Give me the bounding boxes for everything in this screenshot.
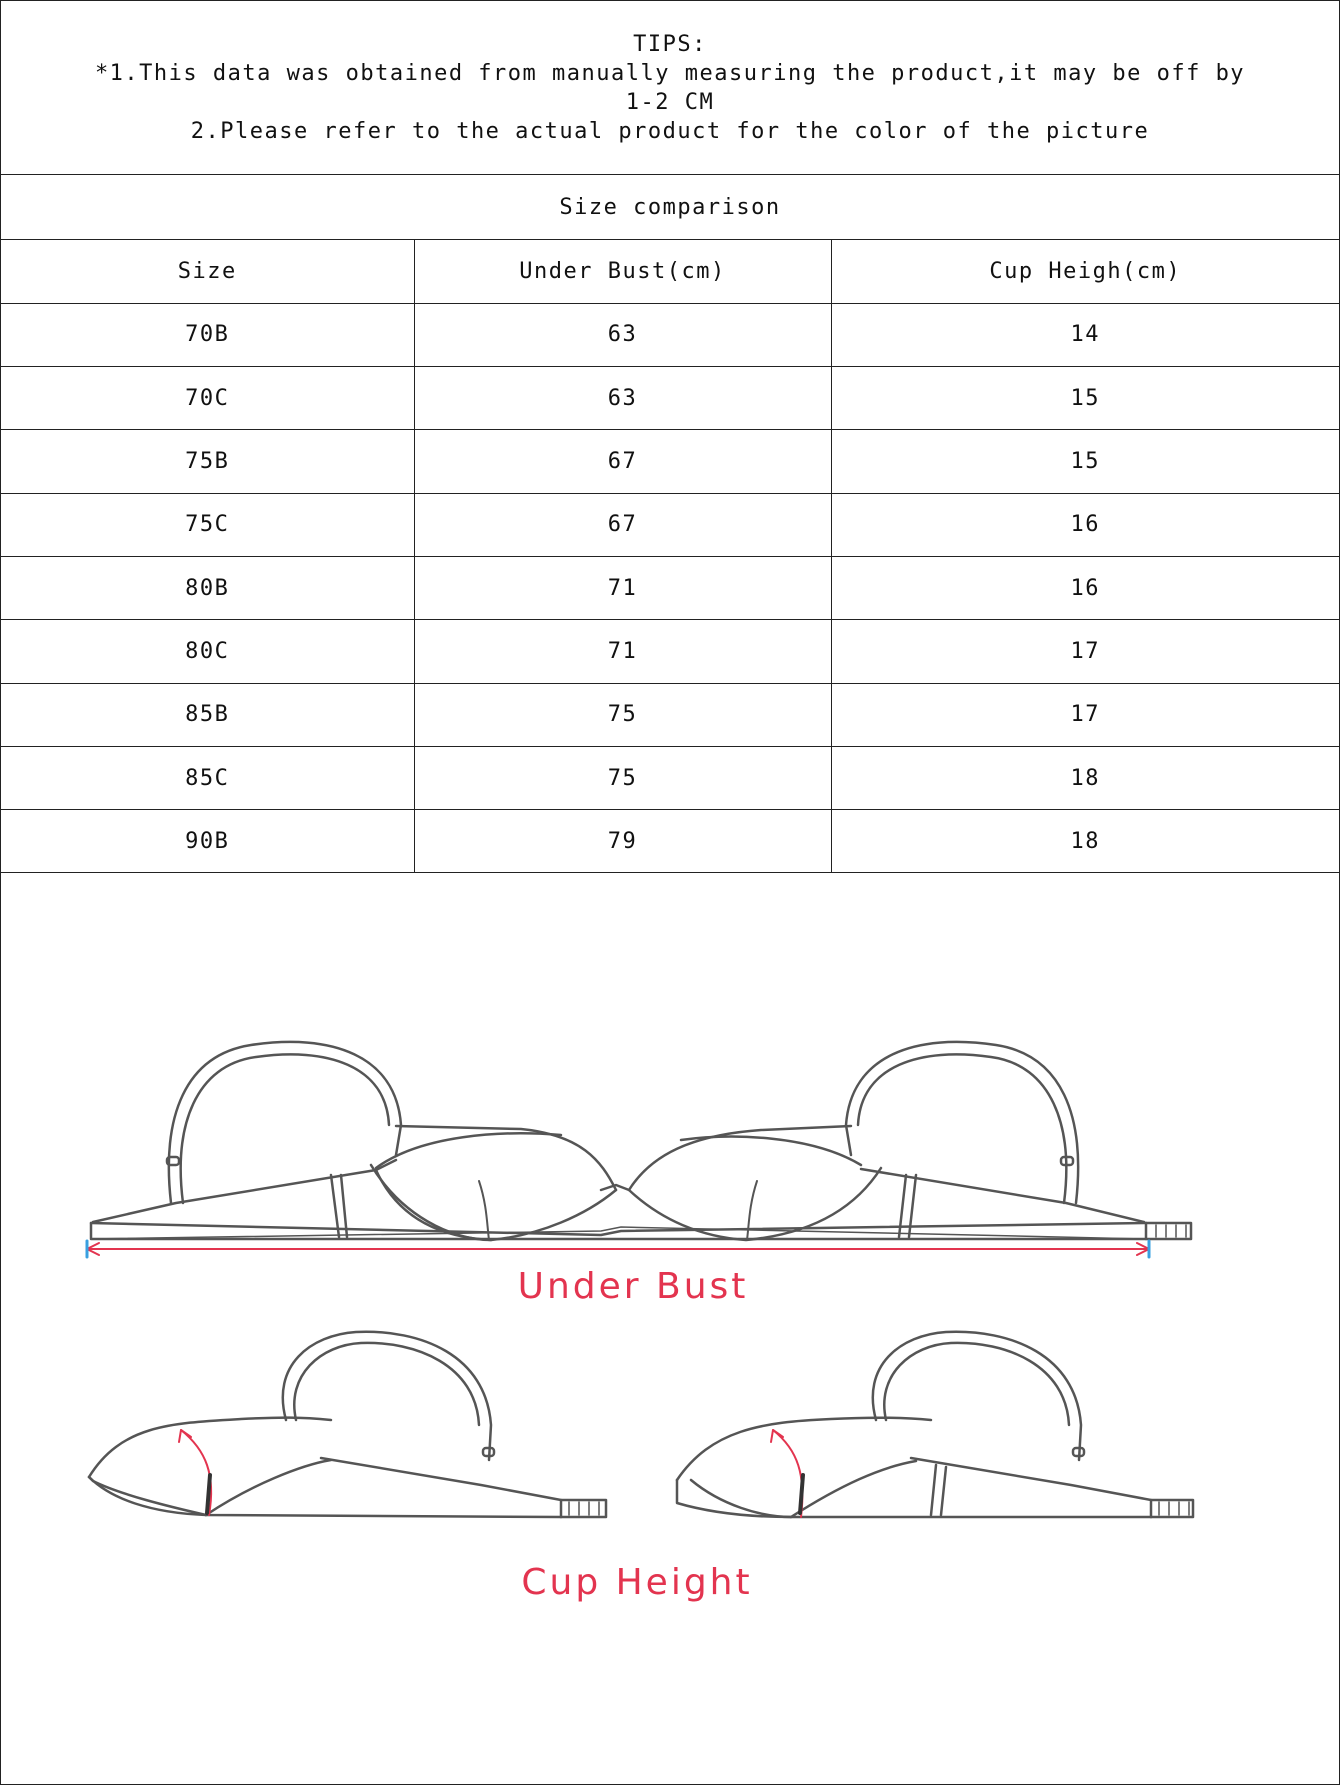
tips-line-2: 2.Please refer to the actual product for the color of the picture bbox=[190, 118, 1150, 144]
measurement-diagram bbox=[1, 885, 1339, 1784]
under-bust-label: Under Bust bbox=[517, 1266, 749, 1307]
cell-size: 80B bbox=[1, 556, 414, 619]
table-row bbox=[1, 620, 1339, 683]
size-comparison-title: Size comparison bbox=[1, 175, 1339, 240]
full-bra-illustration bbox=[91, 1042, 1191, 1240]
table-row bbox=[1, 493, 1339, 556]
tips-section bbox=[1, 1, 1339, 175]
table-row bbox=[1, 367, 1339, 430]
cell-size: 75B bbox=[1, 430, 414, 493]
cell-under-bust: 75 bbox=[414, 746, 831, 809]
cell-under-bust: 71 bbox=[414, 556, 831, 619]
cell-size: 85C bbox=[1, 746, 414, 809]
under-bust-arrow bbox=[87, 1241, 1149, 1257]
cell-cup-height: 14 bbox=[831, 303, 1339, 366]
cell-cup-height: 18 bbox=[831, 810, 1339, 873]
table-header-row bbox=[1, 240, 1339, 303]
cup-height-label: Cup Height bbox=[521, 1562, 753, 1603]
cell-under-bust: 79 bbox=[414, 810, 831, 873]
header-under-bust: Under Bust(cm) bbox=[414, 240, 831, 303]
table-row bbox=[1, 303, 1339, 366]
cup-side-view-right bbox=[677, 1332, 1193, 1517]
cell-under-bust: 67 bbox=[414, 430, 831, 493]
cell-cup-height: 17 bbox=[831, 683, 1339, 746]
cell-under-bust: 67 bbox=[414, 493, 831, 556]
table-row bbox=[1, 683, 1339, 746]
cell-cup-height: 18 bbox=[831, 746, 1339, 809]
table-row bbox=[1, 746, 1339, 809]
cell-size: 85B bbox=[1, 683, 414, 746]
cell-under-bust: 71 bbox=[414, 620, 831, 683]
cell-under-bust: 75 bbox=[414, 683, 831, 746]
cell-size: 70C bbox=[1, 367, 414, 430]
cell-size: 70B bbox=[1, 303, 414, 366]
tips-heading: TIPS: bbox=[633, 31, 707, 57]
cell-cup-height: 15 bbox=[831, 367, 1339, 430]
cup-height-arrow-left bbox=[179, 1430, 211, 1515]
cell-cup-height: 16 bbox=[831, 493, 1339, 556]
table-row bbox=[1, 556, 1339, 619]
table-row bbox=[1, 430, 1339, 493]
cell-size: 90B bbox=[1, 810, 414, 873]
cup-side-view-left bbox=[89, 1332, 606, 1517]
cell-under-bust: 63 bbox=[414, 367, 831, 430]
header-size: Size bbox=[1, 240, 414, 303]
tips-line-1: *1.This data was obtained from manually measuring the product,it may be off by bbox=[94, 60, 1246, 86]
cup-height-arrow-right bbox=[771, 1430, 803, 1517]
header-cup-height: Cup Heigh(cm) bbox=[831, 240, 1339, 303]
cell-cup-height: 15 bbox=[831, 430, 1339, 493]
cell-cup-height: 16 bbox=[831, 556, 1339, 619]
cell-size: 80C bbox=[1, 620, 414, 683]
cell-cup-height: 17 bbox=[831, 620, 1339, 683]
table-row bbox=[1, 810, 1339, 873]
size-table bbox=[1, 240, 1339, 873]
tips-line-1-continued: 1-2 CM bbox=[625, 89, 715, 115]
cell-under-bust: 63 bbox=[414, 303, 831, 366]
cell-size: 75C bbox=[1, 493, 414, 556]
